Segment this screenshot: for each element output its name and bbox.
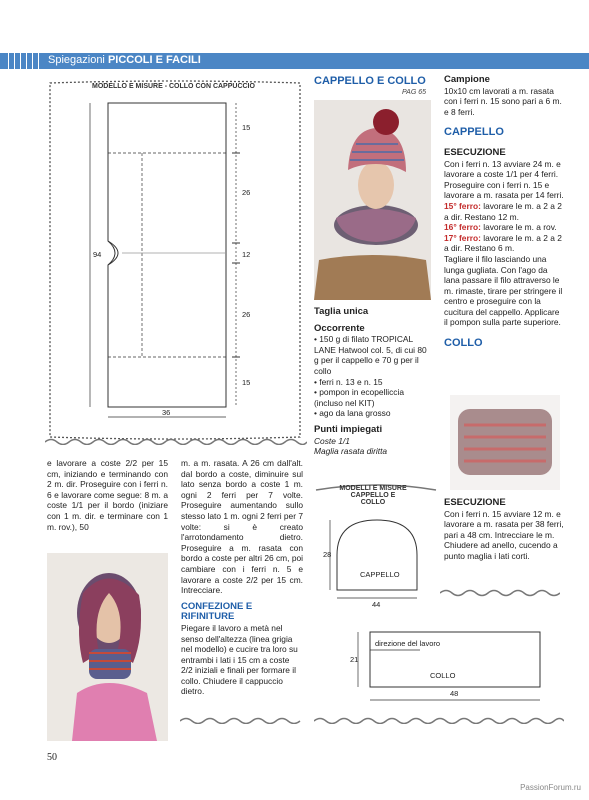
- wavy-divider-left-bottom: [180, 716, 305, 724]
- punto-item: Coste 1/1: [314, 435, 350, 446]
- left-col2-text: m. a m. rasata. A 26 cm dall'alt. dal bordo a coste, diminuire sul lato senza bordo a coste 1 m. ogni 2 ferri per 7 volte. Proseguire aumentando sullo stesso lato 1 m. ogni 2 ferri per 7 volte: si è creato l'arrotondamento dietro. Proseguire a m. rasata con bordo a coste per altri 26 cm, poi cambiare con i ferri n. 5 e lavorare a coste 2/2 per 15 cm. Intrecciare.: [181, 458, 303, 596]
- hat-h: 28: [323, 550, 332, 559]
- hat-diagram: [322, 505, 432, 610]
- row-16: 16° ferro: lavorare le m. a rov.: [444, 222, 557, 233]
- hat-diagram-title: MODELLI E MISURE CAPPELLO E COLLO: [339, 485, 407, 506]
- collar-direction: direzione del lavoro: [375, 639, 441, 648]
- section-title: Spiegazioni PICCOLI E FACILI: [48, 54, 201, 66]
- hat-w: 44: [372, 600, 381, 609]
- dim-26-bottom: 26: [242, 310, 251, 319]
- confezione-heading: CONFEZIONE E RIFINITURE: [181, 600, 253, 623]
- esecuzione-text: Con i ferri n. 13 avviare 24 m. e lavorare a coste 1/1 per 4 ferri. Proseguire con i ferri n. 15 e lavorare a m. rasata per 14 ferri.: [444, 158, 564, 201]
- collar-label: COLLO: [430, 671, 456, 680]
- dim-36: 36: [162, 408, 171, 417]
- cappello-heading: CAPPELLO: [444, 126, 504, 139]
- wavy-divider-left: [45, 437, 307, 445]
- model-photo-hat: [314, 100, 431, 300]
- confezione-text: Piegare il lavoro a metà nel senso dell'altezza (linea grigia nel modello) e cucire tra loro su entrambi i lati i 15 cm a coste 2/2 iniziali e finali per formare il collo. Chiudere il cappuccio dietro.: [181, 622, 298, 697]
- dim-12: 12: [242, 250, 251, 259]
- esecuzione2-text: Con i ferri n. 15 avviare 12 m. e lavorare a m. rasata per 38 ferri, pari a 48 cm. Intrecciare le m. Chiudere ad anello, cucendo a punto maglia i lati corti.: [444, 508, 564, 561]
- collar-w: 48: [450, 689, 459, 698]
- page-ref: PAG 65: [402, 89, 426, 96]
- campione-text: 10x10 cm lavorati a m. rasata con i ferri n. 15 sono pari a 6 m. e 8 ferri.: [444, 85, 562, 117]
- esecuzione2-heading: ESECUZIONE: [444, 497, 506, 508]
- collo-text: [444, 498, 564, 562]
- model-photo-hood: [47, 553, 168, 741]
- wavy-divider-bottom: [314, 716, 564, 724]
- finish-text: Tagliare il filo lasciando una lunga gugliata. Con l'ago da lana passare il filo attraverso le m. rimaste, tirare per stringere il centro e proseguire con la cucitura del cappello. Applicare il pompon sulla parte superiore.: [444, 253, 563, 328]
- punto-item: Maglia rasata diritta: [314, 446, 388, 457]
- middle-text: [314, 307, 432, 457]
- campione-heading: Campione: [444, 74, 490, 85]
- occorrente-item: • ago da lana grosso: [314, 408, 391, 419]
- pattern-title: CAPPELLO E COLLO: [314, 75, 426, 87]
- collar-h: 21: [350, 655, 359, 664]
- collo-heading: COLLO: [444, 337, 483, 350]
- left-diagram-title: MODELLO E MISURE - COLLO CON CAPPUCCIO: [92, 83, 255, 90]
- size-label: Taglia unica: [314, 306, 369, 317]
- occorrente-item: • ferri n. 13 e n. 15: [314, 376, 383, 387]
- occorrente-item: • 150 g di filato TROPICAL LANE Hatwool col. 5, di cui 80 g per il cappello e 70 g per il collo: [314, 334, 427, 376]
- row-17: 17° ferro: lavorare le m. a 2 a 2 a dir. Restano 6 m.: [444, 232, 562, 254]
- occorrente-heading: Occorrente: [314, 322, 365, 334]
- wavy-divider-right: [440, 588, 560, 598]
- collar-diagram: [340, 620, 560, 720]
- left-col2: [181, 458, 303, 697]
- dim-15-top: 15: [242, 123, 251, 132]
- esecuzione-heading: ESECUZIONE: [444, 146, 506, 158]
- section-header: [0, 53, 589, 69]
- occorrente-item: • pompon in ecopelliccia (incluso nel KIT): [314, 387, 404, 408]
- right-text: [444, 75, 564, 349]
- dim-15-bottom: 15: [242, 378, 251, 387]
- watermark-url: PassionForum.ru: [520, 783, 581, 792]
- hat-label: CAPPELLO: [360, 570, 400, 579]
- dim-26-top: 26: [242, 188, 251, 197]
- collar-photo: [450, 395, 560, 490]
- collar-hood-diagram: [50, 95, 300, 435]
- page-number: 50: [47, 752, 57, 763]
- left-col1-text: e lavorare a coste 2/2 per 15 cm, iniziando e terminando con 2 m. dir. Proseguire con i ferri n. 6 e lavorare come segue: 8 m. a coste 1/1 per il bordo (iniziare con 1 m. dir. e terminare con 1 m. rov.), 50: [47, 458, 168, 532]
- row-15: 15° ferro: lavorare le m. a 2 a 2 a dir. Restano 12 m.: [444, 200, 562, 222]
- dim-94: 94: [93, 250, 102, 259]
- punti-heading: Punti impiegati: [314, 423, 383, 435]
